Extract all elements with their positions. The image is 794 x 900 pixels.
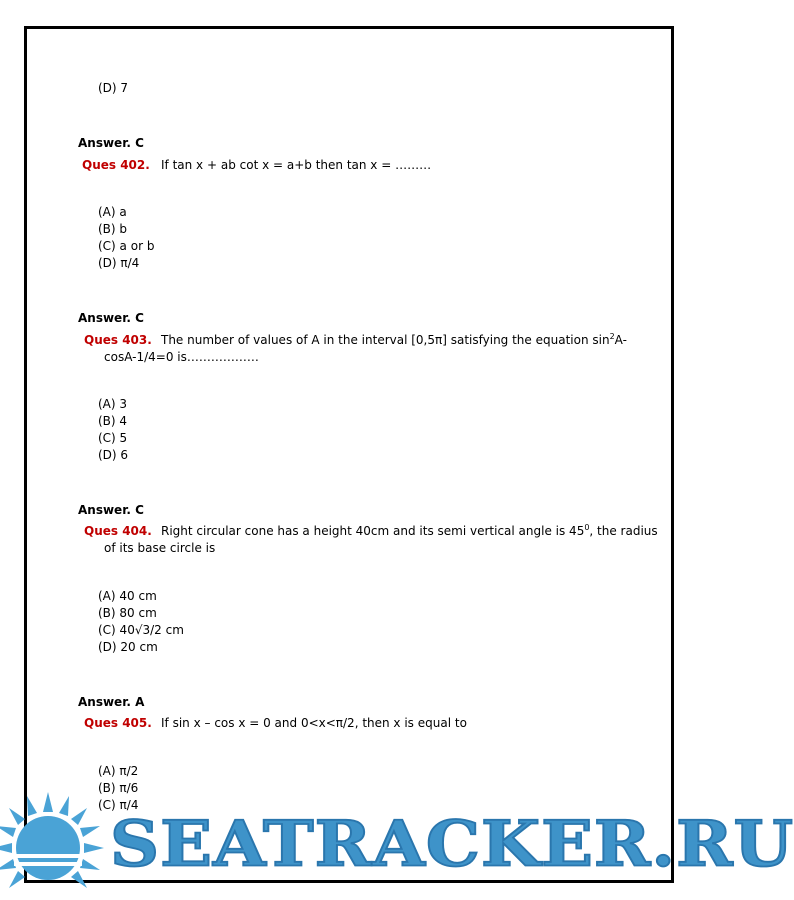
option-a: (A) 40 cm: [98, 589, 157, 603]
watermark-text: SEATRACKER.RU: [110, 807, 794, 881]
option-c: (C) 40√3/2 cm: [98, 623, 184, 637]
option-a: (A) π/2: [98, 764, 139, 778]
option-b: (B) 4: [98, 414, 128, 428]
option-d: (D) 6: [98, 448, 129, 462]
option-c: (C) 5: [98, 431, 128, 445]
answer-label: Answer. A: [78, 695, 145, 709]
option-d: (D) 20 cm: [98, 640, 158, 654]
option-d-previous: (D) 7: [98, 81, 129, 95]
question-text-continued: cosA-1/4=0 is………………: [104, 350, 259, 364]
option-c: (C) a or b: [98, 239, 155, 253]
option-a: (A) 3: [98, 397, 128, 411]
question-text: If tan x + ab cot x = a+b then tan x = ………: [161, 158, 432, 172]
question-number: Ques 404.: [84, 524, 152, 538]
answer-label: Answer. C: [78, 311, 144, 325]
option-b: (B) b: [98, 222, 128, 236]
answer-label: Answer. C: [78, 136, 144, 150]
question-text: If sin x – cos x = 0 and 0<x<π/2, then x is equal to: [161, 716, 467, 730]
answer-label: Answer. C: [78, 503, 144, 517]
question-number: Ques 403.: [84, 333, 152, 347]
option-b: (B) 80 cm: [98, 606, 157, 620]
question-number: Ques 402.: [82, 158, 150, 172]
question-text-continued: of its base circle is: [104, 541, 216, 555]
question-text: The number of values of A in the interval [0,5π] satisfying the equation $\sin^2A-$: [161, 332, 627, 347]
question-text: Right circular cone has a height 40cm and its semi vertical angle is $45^0$, the radius: [161, 523, 658, 538]
question-number: Ques 405.: [84, 716, 152, 730]
option-d: (D) π/4: [98, 256, 140, 270]
option-c: (C) π/4: [98, 798, 139, 812]
option-b: (B) π/6: [98, 781, 139, 795]
option-a: (A) a: [98, 205, 127, 219]
